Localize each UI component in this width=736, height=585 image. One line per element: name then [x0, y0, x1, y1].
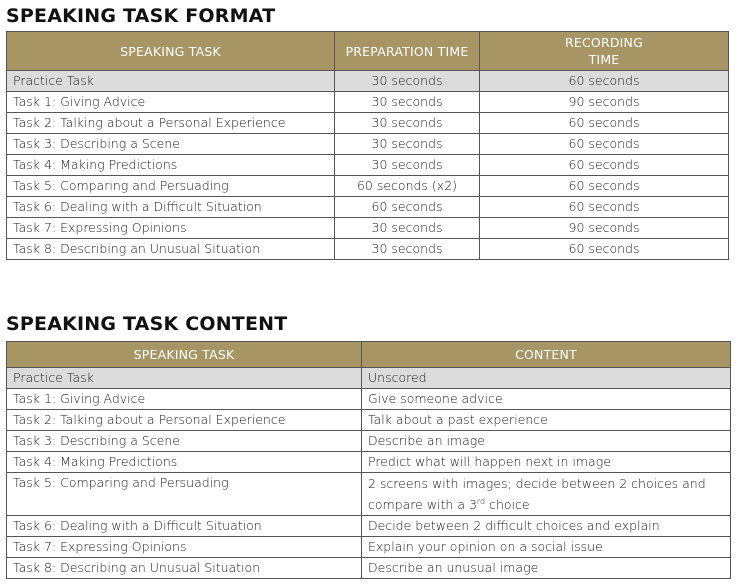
format-section-title: SPEAKING TASK FORMAT — [6, 5, 276, 27]
speaking-task-content-table — [6, 341, 731, 579]
table-row — [7, 537, 731, 558]
rec-time-cell: 60 seconds — [480, 134, 729, 155]
speaking-task-format-table — [6, 31, 729, 260]
table-row — [7, 389, 731, 410]
task-cell: Task 1: Giving Advice — [7, 92, 335, 113]
content-cell: Explain your opinion on a social issue — [362, 537, 731, 558]
task-cell: Task 3: Describing a Scene — [7, 431, 362, 452]
table-row — [7, 431, 731, 452]
header-speaking-task: SPEAKING TASK — [7, 342, 362, 368]
table-header-row — [7, 32, 729, 71]
header-preparation-time: PREPARATION TIME — [335, 32, 480, 71]
prep-time-cell: 30 seconds — [335, 113, 480, 134]
task-cell: Task 6: Dealing with a Difficult Situation — [7, 516, 362, 537]
prep-time-cell: 30 seconds — [335, 92, 480, 113]
task-cell: Task 2: Talking about a Personal Experience — [7, 113, 335, 134]
content-section-title: SPEAKING TASK CONTENT — [6, 313, 288, 335]
table-row — [7, 176, 729, 197]
table-row — [7, 155, 729, 176]
header-recording-time-label: RECORDING TIME — [565, 35, 643, 67]
task-cell: Practice Task — [7, 368, 362, 389]
content-cell: Describe an unusual image — [362, 558, 731, 579]
content-cell: Decide between 2 difficult choices and explain — [362, 516, 731, 537]
content-cell — [362, 473, 731, 516]
task-cell: Task 8: Describing an Unusual Situation — [7, 239, 335, 260]
task-cell: Task 1: Giving Advice — [7, 389, 362, 410]
content-cell: Describe an image — [362, 431, 731, 452]
header-recording-time — [480, 32, 729, 71]
task-cell: Task 2: Talking about a Personal Experience — [7, 410, 362, 431]
prep-time-cell: 30 seconds — [335, 218, 480, 239]
rec-time-cell: 60 seconds — [480, 239, 729, 260]
rec-time-cell: 90 seconds — [480, 218, 729, 239]
prep-time-cell: 60 seconds — [335, 197, 480, 218]
content-cell: Predict what will happen next in image — [362, 452, 731, 473]
task-cell: Task 4: Making Predictions — [7, 155, 335, 176]
table-row — [7, 410, 731, 431]
task-cell: Task 8: Describing an Unusual Situation — [7, 558, 362, 579]
rec-time-cell: 60 seconds — [480, 197, 729, 218]
prep-time-cell: 30 seconds — [335, 134, 480, 155]
table-row — [7, 71, 729, 92]
table-header-row — [7, 342, 731, 368]
table-row — [7, 239, 729, 260]
task-cell: Task 7: Expressing Opinions — [7, 537, 362, 558]
task-cell: Task 6: Dealing with a Difficult Situation — [7, 197, 335, 218]
prep-time-cell: 30 seconds — [335, 71, 480, 92]
prep-time-cell: 30 seconds — [335, 155, 480, 176]
table-row — [7, 218, 729, 239]
task-cell: Task 5: Comparing and Persuading — [7, 176, 335, 197]
rec-time-cell: 60 seconds — [480, 113, 729, 134]
content-cell: Give someone advice — [362, 389, 731, 410]
prep-time-cell: 30 seconds — [335, 239, 480, 260]
task-cell: Task 5: Comparing and Persuading — [7, 473, 362, 516]
ordinal-suffix: rd — [476, 496, 486, 506]
task-cell: Task 7: Expressing Opinions — [7, 218, 335, 239]
table-row — [7, 516, 731, 537]
header-content: CONTENT — [362, 342, 731, 368]
table-row — [7, 558, 731, 579]
content-cell: Unscored — [362, 368, 731, 389]
task-cell: Practice Task — [7, 71, 335, 92]
rec-time-cell: 60 seconds — [480, 155, 729, 176]
content-text-end: choice — [485, 497, 530, 512]
content-cell: Talk about a past experience — [362, 410, 731, 431]
task-cell: Task 4: Making Predictions — [7, 452, 362, 473]
table-row — [7, 113, 729, 134]
table-row — [7, 134, 729, 155]
table-row — [7, 368, 731, 389]
table-row — [7, 452, 731, 473]
table-row — [7, 197, 729, 218]
header-speaking-task: SPEAKING TASK — [7, 32, 335, 71]
task-cell: Task 3: Describing a Scene — [7, 134, 335, 155]
rec-time-cell: 90 seconds — [480, 92, 729, 113]
rec-time-cell: 60 seconds — [480, 71, 729, 92]
table-row — [7, 473, 731, 516]
prep-time-cell: 60 seconds (x2) — [335, 176, 480, 197]
table-row — [7, 92, 729, 113]
content-text: 2 screens with images; decide between 2 choices and compare with a 3 — [368, 476, 706, 512]
rec-time-cell: 60 seconds — [480, 176, 729, 197]
